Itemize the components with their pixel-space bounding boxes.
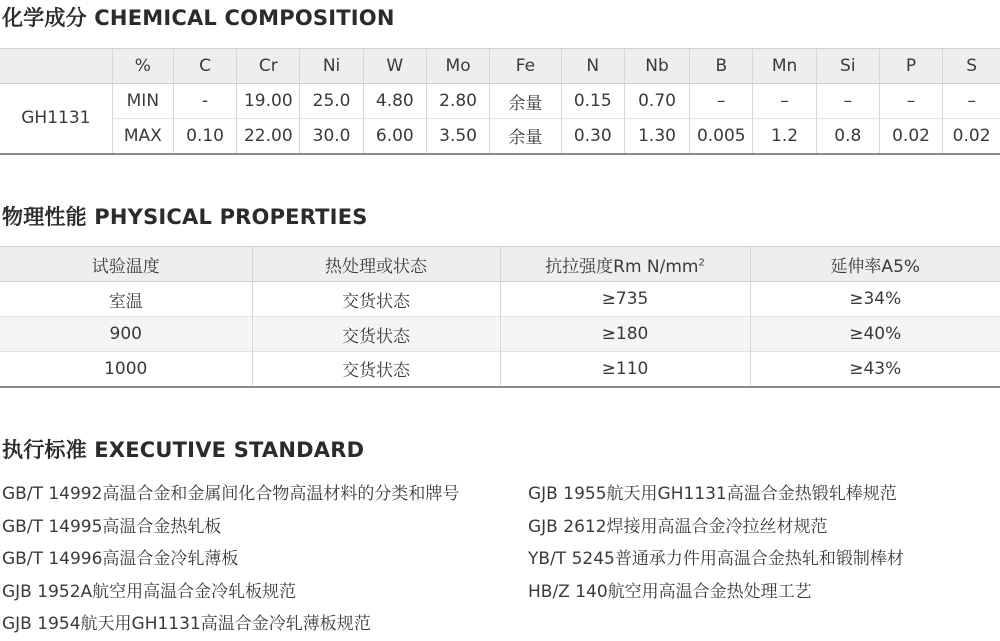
column-header: S	[943, 49, 1000, 84]
list-item: GJB 1954航天用GH1131高温合金冷轧薄板规范	[2, 614, 371, 634]
table-cell: ≥43%	[750, 352, 1000, 387]
column-header: 试验温度	[91, 256, 160, 277]
table-cell: ≥34%	[750, 282, 1000, 317]
tensile-unit-superscript: 2	[698, 256, 705, 268]
column-header: Nb	[624, 49, 689, 84]
table-cell: 0.15	[561, 84, 624, 119]
table-cell: 交货状态	[252, 282, 500, 317]
table-cell: 0.005	[690, 119, 753, 154]
physical-properties-title: 物理性能 PHYSICAL PROPERTIES	[2, 205, 368, 229]
table-cell: ≥180	[500, 317, 750, 352]
row-label: MIN	[112, 84, 173, 119]
table-cell: 0.10	[173, 119, 236, 154]
table-row	[0, 352, 1000, 387]
table-row	[0, 282, 1000, 317]
column-header: Mn	[753, 49, 816, 84]
table-cell: 25.0	[300, 84, 363, 119]
standards-list-right	[528, 478, 904, 608]
table-cell: –	[816, 84, 879, 119]
row-label: MAX	[112, 119, 173, 154]
tensile-header-label: 抗拉强度Rm N/mm	[545, 256, 699, 277]
chemical-composition-title: 化学成分 CHEMICAL COMPOSITION	[2, 6, 395, 30]
table-cell: 1.2	[753, 119, 816, 154]
table-cell: 交货状态	[252, 317, 500, 352]
column-header: Si	[816, 49, 879, 84]
table-cell: –	[753, 84, 816, 119]
table-cell: 0.30	[561, 119, 624, 154]
column-header: Fe	[490, 49, 561, 84]
list-item: GJB 1952A航空用高温合金冷轧板规范	[2, 581, 297, 602]
standards-list-left	[2, 478, 459, 641]
column-header: Cr	[237, 49, 300, 84]
table-cell: ≥735	[500, 282, 750, 317]
column-header: C	[173, 49, 236, 84]
list-item: GJB 2612焊接用高温合金冷拉丝材规范	[528, 516, 828, 537]
table-cell: 22.00	[237, 119, 300, 154]
column-header: 延伸率A5%	[750, 247, 1000, 282]
column-header	[500, 247, 750, 282]
table-cell: 室温	[108, 291, 143, 312]
table-cell: 30.0	[300, 119, 363, 154]
grade-header-cell	[0, 49, 112, 84]
list-item: GB/T 14996高温合金冷轧薄板	[2, 549, 239, 569]
table-cell: 900	[109, 324, 142, 344]
list-item: GB/T 14992高温合金和金属间化合物高温材料的分类和牌号	[2, 484, 460, 504]
grade-cell: GH1131	[0, 84, 112, 154]
column-header: 热处理或状态	[252, 247, 500, 282]
chemical-composition-table	[0, 48, 1000, 155]
list-item: YB/T 5245普通承力件用高温合金热轧和锻制棒材	[528, 549, 904, 569]
physical-properties-table	[0, 246, 1000, 388]
column-header: P	[879, 49, 942, 84]
table-cell: 交货状态	[252, 352, 500, 387]
chemical-header-row	[0, 49, 1000, 84]
table-cell: 3.50	[426, 119, 489, 154]
column-header: Mo	[426, 49, 489, 84]
table-cell: ≥40%	[750, 317, 1000, 352]
table-cell: –	[690, 84, 753, 119]
table-cell: 1000	[104, 358, 148, 379]
table-cell: 6.00	[363, 119, 426, 154]
table-cell: 1.30	[624, 119, 689, 154]
table-cell: 0.8	[816, 119, 879, 154]
column-header: W	[363, 49, 426, 84]
table-cell: –	[879, 84, 942, 119]
table-cell: 0.02	[879, 119, 942, 154]
table-cell: -	[173, 84, 236, 119]
list-item: GB/T 14995高温合金热轧板	[2, 516, 222, 537]
physical-header-row	[0, 247, 1000, 282]
table-cell: 余量	[490, 84, 561, 119]
table-cell: 2.80	[426, 84, 489, 119]
executive-standard-title: 执行标准 EXECUTIVE STANDARD	[2, 438, 365, 462]
table-cell: 19.00	[237, 84, 300, 119]
table-cell: ≥110	[500, 352, 750, 387]
table-cell: 4.80	[363, 84, 426, 119]
table-cell: 0.02	[943, 119, 1000, 154]
table-cell: 0.70	[624, 84, 689, 119]
list-item: GJB 1955航天用GH1131高温合金热锻轧棒规范	[528, 484, 897, 504]
column-header: N	[561, 49, 624, 84]
table-cell: 余量	[490, 119, 561, 154]
column-header: Ni	[300, 49, 363, 84]
column-header: B	[690, 49, 753, 84]
column-header: %	[112, 49, 173, 84]
chemical-row-max	[0, 119, 1000, 154]
list-item: HB/Z 140航空用高温合金热处理工艺	[528, 581, 812, 602]
table-row	[0, 317, 1000, 352]
chemical-row-min	[0, 84, 1000, 119]
table-cell: –	[943, 84, 1000, 119]
